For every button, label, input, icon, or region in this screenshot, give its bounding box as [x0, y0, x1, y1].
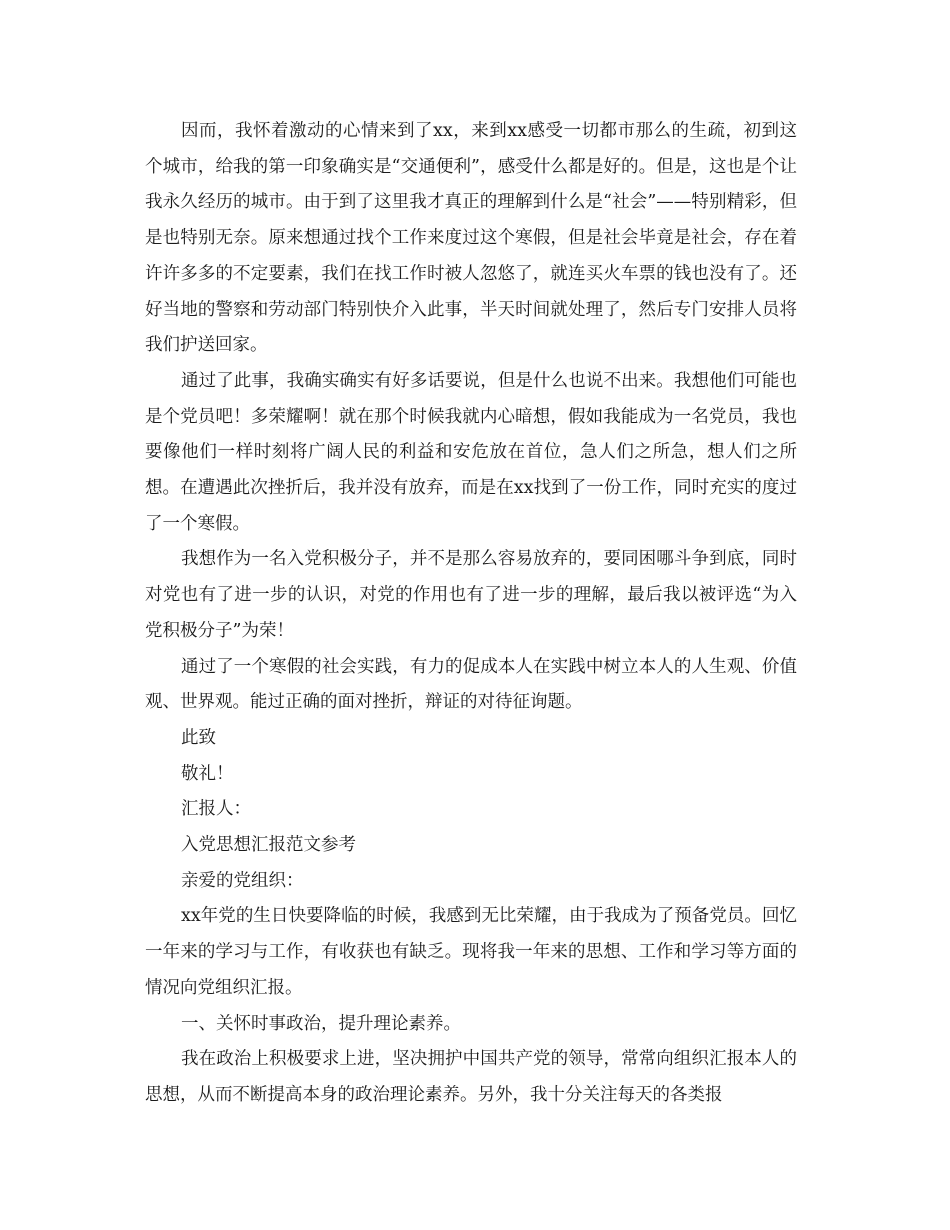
closing-salutation: 此致 — [181, 727, 216, 748]
letter-greeting: 亲爱的党组织： — [181, 870, 304, 891]
paragraph-reflection: 通过了此事，我确实确实有好多话要说，但是什么也说不出来。我想他们可能也是个党员吧！多荣耀啊！就在那个时候我就内心暗想，假如我能成为一名党员，我也要像他们一样时刻将广阔人民的利益和安危放在首位，急人们之所急，想人们之所想。在遭遇此次挫折后，我并没有放弃，而是在xx找到了一份工作，同时充实的度过了一个寒假。 — [145, 370, 797, 534]
section-heading-politics: 一、关怀时事政治，提升理论素养。 — [181, 1013, 461, 1034]
paragraph-politics: 我在政治上积极要求上进，坚决拥护中国共产党的领导，常常向组织汇报本人的思想，从而不断提高本身的政治理论素养。另外，我十分关注每天的各类报 — [145, 1049, 797, 1105]
paragraph-intro: xx年党的生日快要降临的时候，我感到无比荣耀，由于我成为了预备党员。回忆一年来的学习与工作，有收获也有缺乏。现将我一年来的思想、工作和学习等方面的情况向党组织汇报。 — [145, 906, 797, 998]
paragraph-travel-experience: 因而，我怀着激动的心情来到了xx，来到xx感受一切都市那么的生疏，初到这个城市，给我的第一印象确实是“交通便利”，感受什么都是好的。但是，这也是个让我永久经历的城市。由于到了这里我才真正的理解到什么是“社会”——特别精彩，但是也特别无奈。原来想通过找个工作来度过这个寒假，但是社会毕竟是社会，存在着许许多多的不定要素，我们在找工作时被人忽悠了，就连买火车票的钱也没有了。还好当地的警察和劳动部门特别快介入此事，半天时间就处理了，然后专门安排人员将我们护送回家。 — [145, 121, 797, 356]
section-title: 入党思想汇报范文参考 — [181, 835, 356, 856]
reporter-label: 汇报人： — [181, 799, 251, 820]
paragraph-activist-resolve: 我想作为一名入党积极分子，并不是那么容易放弃的，要同困哪斗争到底，同时对党也有了进一步的认识，对党的作用也有了进一步的理解，最后我以被评选“为入党积极分子”为荣！ — [145, 549, 797, 641]
document-body — [145, 114, 797, 1114]
paragraph-social-practice: 通过了一个寒假的社会实践，有力的促成本人在实践中树立本人的人生观、价值观、世界观。能过正确的面对挫折，辩证的对待征询题。 — [145, 656, 797, 713]
closing-respect: 敬礼！ — [181, 763, 234, 784]
